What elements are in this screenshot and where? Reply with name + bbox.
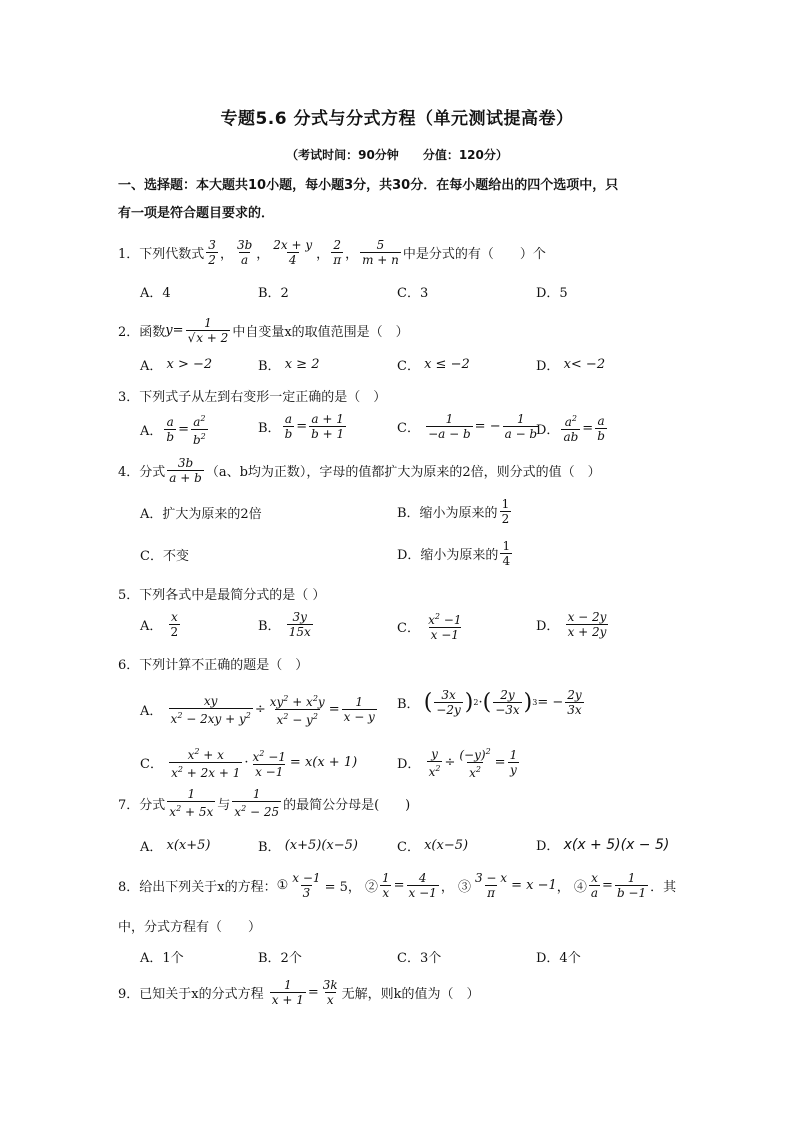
question-5: 5． 下列各式中是最简分式的是（ ） (118, 587, 326, 603)
q1-option-b[interactable]: B．2 (258, 286, 289, 301)
q6-option-d[interactable]: D． $\frac{y}{x^2}$ ÷ $\frac{(-y)^2}{x^2}$ = $\frac{1}{y}$ (397, 746, 518, 780)
q2-option-b[interactable]: B． x ≥ 2 (258, 357, 320, 374)
q8-option-a[interactable]: A．1个 (140, 951, 184, 966)
q5-option-a[interactable]: A． $\frac{x}{2}$ (140, 610, 179, 639)
q3-option-c[interactable]: C． $\frac{1}{-a - b}$ = − $\frac{1}{a - b}$ (397, 412, 538, 441)
q4-option-b[interactable]: B．缩小为原来的 $\frac{1}{2}$ (397, 497, 510, 526)
q7-option-c[interactable]: C． x(x−5) (397, 838, 469, 855)
question-2: 2． 函数 y = $\frac{1}{√x + 2}$ 中自变量x的取值范围是（ ） (118, 315, 409, 345)
question-1: 1． 下列代数式 $\frac{3}{2}$ ， $\frac{3b}{a}$ ， $\frac{2x + y}{4}$ ， $\frac{2}{\pi}$ ， $\frac{5}{m + n}$ 中是分式的有（ ）个 (118, 237, 546, 267)
q4-option-c[interactable]: C．不变 (140, 549, 189, 564)
q4-option-d[interactable]: D．缩小为原来的 $\frac{1}{4}$ (397, 539, 511, 568)
q6-option-b[interactable]: B． ( $\frac{3x}{-2y}$ ) 2 · ( $\frac{2y}{-3x}$ ) 3 = − $\frac{2y}{3x}$ (397, 688, 582, 717)
section-heading-line2: 有一项是符合题目要求的． (118, 206, 275, 221)
section-heading (118, 172, 678, 228)
q4-option-a[interactable]: A．扩大为原来的2倍 (140, 507, 262, 522)
page-title: 专题5.6 分式与分式方程（单元测试提高卷） (220, 109, 574, 129)
q1-option-a[interactable]: A．4 (140, 286, 171, 301)
question-4: 4． 分式 $\frac{3b}{a + b}$ （a、b均为正数），字母的值都扩大为原来的2倍，则分式的值（ ） (118, 455, 601, 485)
q2-option-c[interactable]: C． x ≤ −2 (397, 357, 470, 374)
question-8: 8． 给出下列关于x的方程： ① $\frac{x -1}{3}$ = 5， ② $\frac{1}{x}$ = $\frac{4}{x -1}$ ， ③ $\frac{3 - x}{\pi}$ = x −1 ， ④ $\frac{x}{a}$ = $\frac{1}{b -1}$ ．其 (118, 870, 677, 900)
q8-option-b[interactable]: B．2个 (258, 951, 302, 966)
q8-option-d[interactable]: D．4个 (536, 951, 581, 966)
question-6: 6． 下列计算不正确的题是（ ） (118, 657, 309, 673)
question-8-line2: 中，分式方程有（ ） (118, 919, 262, 935)
exam-time: （考试时间：90分钟 (286, 148, 399, 162)
question-7: 7． 分式 $\frac{1}{x^2 + 5x}$ 与 $\frac{1}{x^2 - 25}$ 的最简公分母是( ) (118, 787, 411, 819)
q7-option-a[interactable]: A． x(x+5) (140, 838, 211, 855)
exam-info (0, 146, 794, 163)
section-heading-line1: 一、选择题：本大题共10小题，每小题3分，共30分．在每小题给出的四个选项中，只 (118, 178, 619, 193)
q2-option-d[interactable]: D． x< −2 (536, 357, 606, 374)
q2-option-a[interactable]: A． x > −2 (140, 357, 213, 374)
q7-option-b[interactable]: B． (x+5)(x−5) (258, 838, 358, 855)
q6-option-c[interactable]: C． $\frac{x^2 + x}{x^2 + 2x + 1}$ · $\frac{x^2 -1}{x -1}$ = x(x + 1) (140, 747, 358, 780)
q5-option-d[interactable]: D． $\frac{x - 2y}{x + 2y}$ (536, 610, 607, 639)
q3-option-a[interactable]: A． $\frac{a}{b}$ = $\frac{a^2}{b^2}$ (140, 414, 206, 447)
q7-option-d[interactable]: D． x(x + 5)(x − 5) (536, 836, 670, 854)
question-3: 3． 下列式子从左到右变形一定正确的是（ ） (118, 389, 387, 405)
q8-option-c[interactable]: C．3个 (397, 951, 442, 966)
q3-option-d[interactable]: D． $\frac{a^2}{ab}$ = $\frac{a}{b}$ (536, 413, 605, 444)
q5-option-b[interactable]: B． $\frac{3y}{15x}$ (258, 610, 311, 639)
q3-option-b[interactable]: B． $\frac{a}{b}$ = $\frac{a + 1}{b + 1}$ (258, 412, 345, 441)
q5-option-c[interactable]: C． $\frac{x^2 -1}{x -1}$ (397, 612, 462, 642)
q1-option-d[interactable]: D．5 (536, 286, 568, 301)
q1-option-c[interactable]: C．3 (397, 286, 429, 301)
exam-score: 分值：120分） (422, 148, 508, 162)
question-9: 9． 已知关于x的分式方程 $\frac{1}{x + 1}$ = $\frac{3k}{x}$ 无解，则k的值为（ ） (118, 977, 480, 1007)
q6-option-a[interactable]: A． $\frac{xy}{x^2 - 2xy + y^2}$ ÷ $\frac{xy^2 + x^2y}{x^2 - y^2}$ = $\frac{1}{x - y}$ (140, 693, 375, 727)
